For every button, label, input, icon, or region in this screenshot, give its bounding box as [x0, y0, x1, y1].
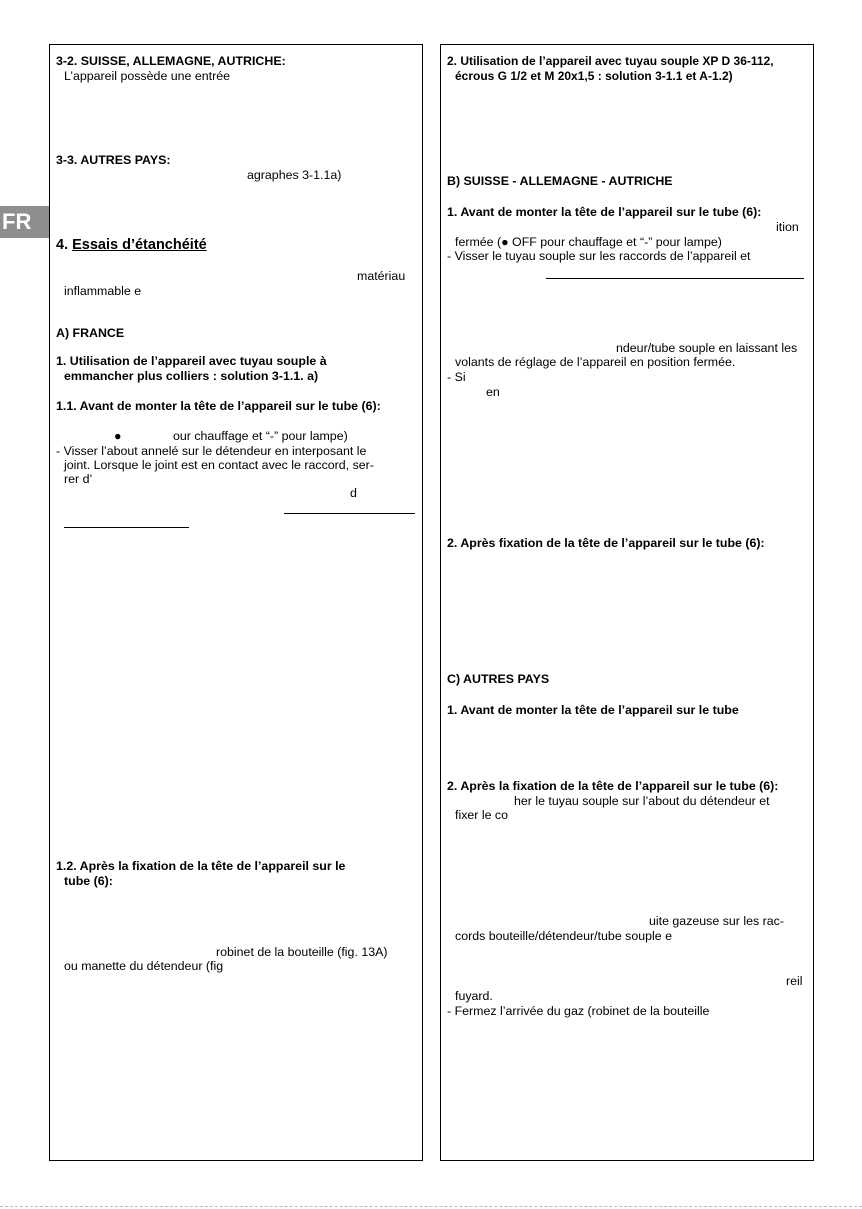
section-4-text-2: inflammable e	[64, 284, 142, 298]
underline-rule	[284, 513, 415, 514]
c2-text-1: her le tuyau souple sur l’about du détendeur et	[514, 794, 770, 808]
a11-text-4: rer d’	[64, 472, 93, 486]
c1-title: 1. Avant de monter la tête de l’appareil sur le tube	[447, 703, 739, 717]
b1-text-3: - Visser le tuyau souple sur les raccords de l’appareil et	[447, 249, 751, 263]
section-4-heading	[56, 238, 207, 252]
a11-text-3: joint. Lorsque le joint est en contact avec le raccord, ser-	[64, 458, 374, 472]
section-4-title: Essais d’étanchéité	[72, 237, 207, 253]
section-3-2-title: 3-2. SUISSE, ALLEMAGNE, AUTRICHE:	[56, 54, 286, 68]
section-4-text-1: matériau	[357, 269, 406, 283]
c2-text-5: reil	[786, 974, 803, 988]
a11-text-2: - Visser l’about annelé sur le détendeur en interposant le	[56, 444, 367, 458]
c2-text-3: uite gazeuse sur les rac-	[649, 914, 784, 928]
c2-text-7: - Fermez l’arrivée du gaz (robinet de la bouteille	[447, 1004, 710, 1018]
c2-title: 2. Après la fixation de la tête de l’appareil sur le tube (6):	[447, 779, 779, 793]
b1-text-1: ition	[776, 220, 799, 234]
bullet-dot-icon: ●	[114, 429, 122, 443]
a12-text-1: robinet de la bouteille (fig. 13A)	[216, 945, 388, 959]
b1-text-7: en	[486, 385, 500, 399]
section-3-3-text: agraphes 3-1.1a)	[247, 168, 342, 182]
b1-text-2: fermée (● OFF pour chauffage et “-” pour lampe)	[455, 235, 722, 249]
a12-text-2: ou manette du détendeur (fig	[64, 959, 224, 973]
section-3-2-text: L’appareil possède une entrée	[64, 69, 231, 83]
underline-rule	[64, 527, 189, 528]
left-column	[49, 44, 423, 1161]
a2-title-line-2: écrous G 1/2 et M 20x1,5 : solution 3-1.1 et A-1.2)	[455, 69, 733, 83]
b1-text-5: volants de réglage de l’appareil en position fermée.	[455, 355, 736, 369]
underline-rule	[546, 278, 804, 279]
b1-text-6: - Si	[447, 370, 466, 384]
b2-title: 2. Après fixation de la tête de l’appareil sur le tube (6):	[447, 536, 765, 550]
a12-title-line-1: 1.2. Après la fixation de la tête de l’appareil sur le	[56, 859, 346, 873]
a11-text-1: our chauffage et “-” pour lampe)	[173, 429, 348, 443]
a1-title-line-1: 1. Utilisation de l’appareil avec tuyau souple à	[56, 354, 327, 368]
a11-text-5: d	[350, 486, 357, 500]
c2-text-6: fuyard.	[455, 989, 493, 1003]
switzerland-heading: B) SUISSE - ALLEMAGNE - AUTRICHE	[447, 174, 673, 188]
other-countries-heading: C) AUTRES PAYS	[447, 672, 550, 686]
b1-title: 1. Avant de monter la tête de l’appareil sur le tube (6):	[447, 205, 762, 219]
b1-text-4: ndeur/tube souple en laissant les	[616, 341, 798, 355]
section-3-3-title: 3-3. AUTRES PAYS:	[56, 153, 171, 167]
right-column	[440, 44, 814, 1161]
a12-title-line-2: tube (6):	[64, 874, 113, 888]
a1-title-line-2: emmancher plus colliers : solution 3-1.1. a)	[64, 369, 319, 383]
page-bottom-edge	[0, 1206, 862, 1207]
c2-text-4: cords bouteille/détendeur/tube souple e	[455, 929, 672, 943]
a11-title: 1.1. Avant de monter la tête de l’appareil sur le tube (6):	[56, 399, 381, 413]
france-heading: A) FRANCE	[56, 326, 125, 340]
section-4-number: 4.	[56, 237, 73, 253]
c2-text-2: fixer le co	[455, 808, 509, 822]
language-tab: FR	[0, 206, 49, 238]
a2-title-line-1: 2. Utilisation de l’appareil avec tuyau souple XP D 36-112,	[447, 54, 774, 68]
